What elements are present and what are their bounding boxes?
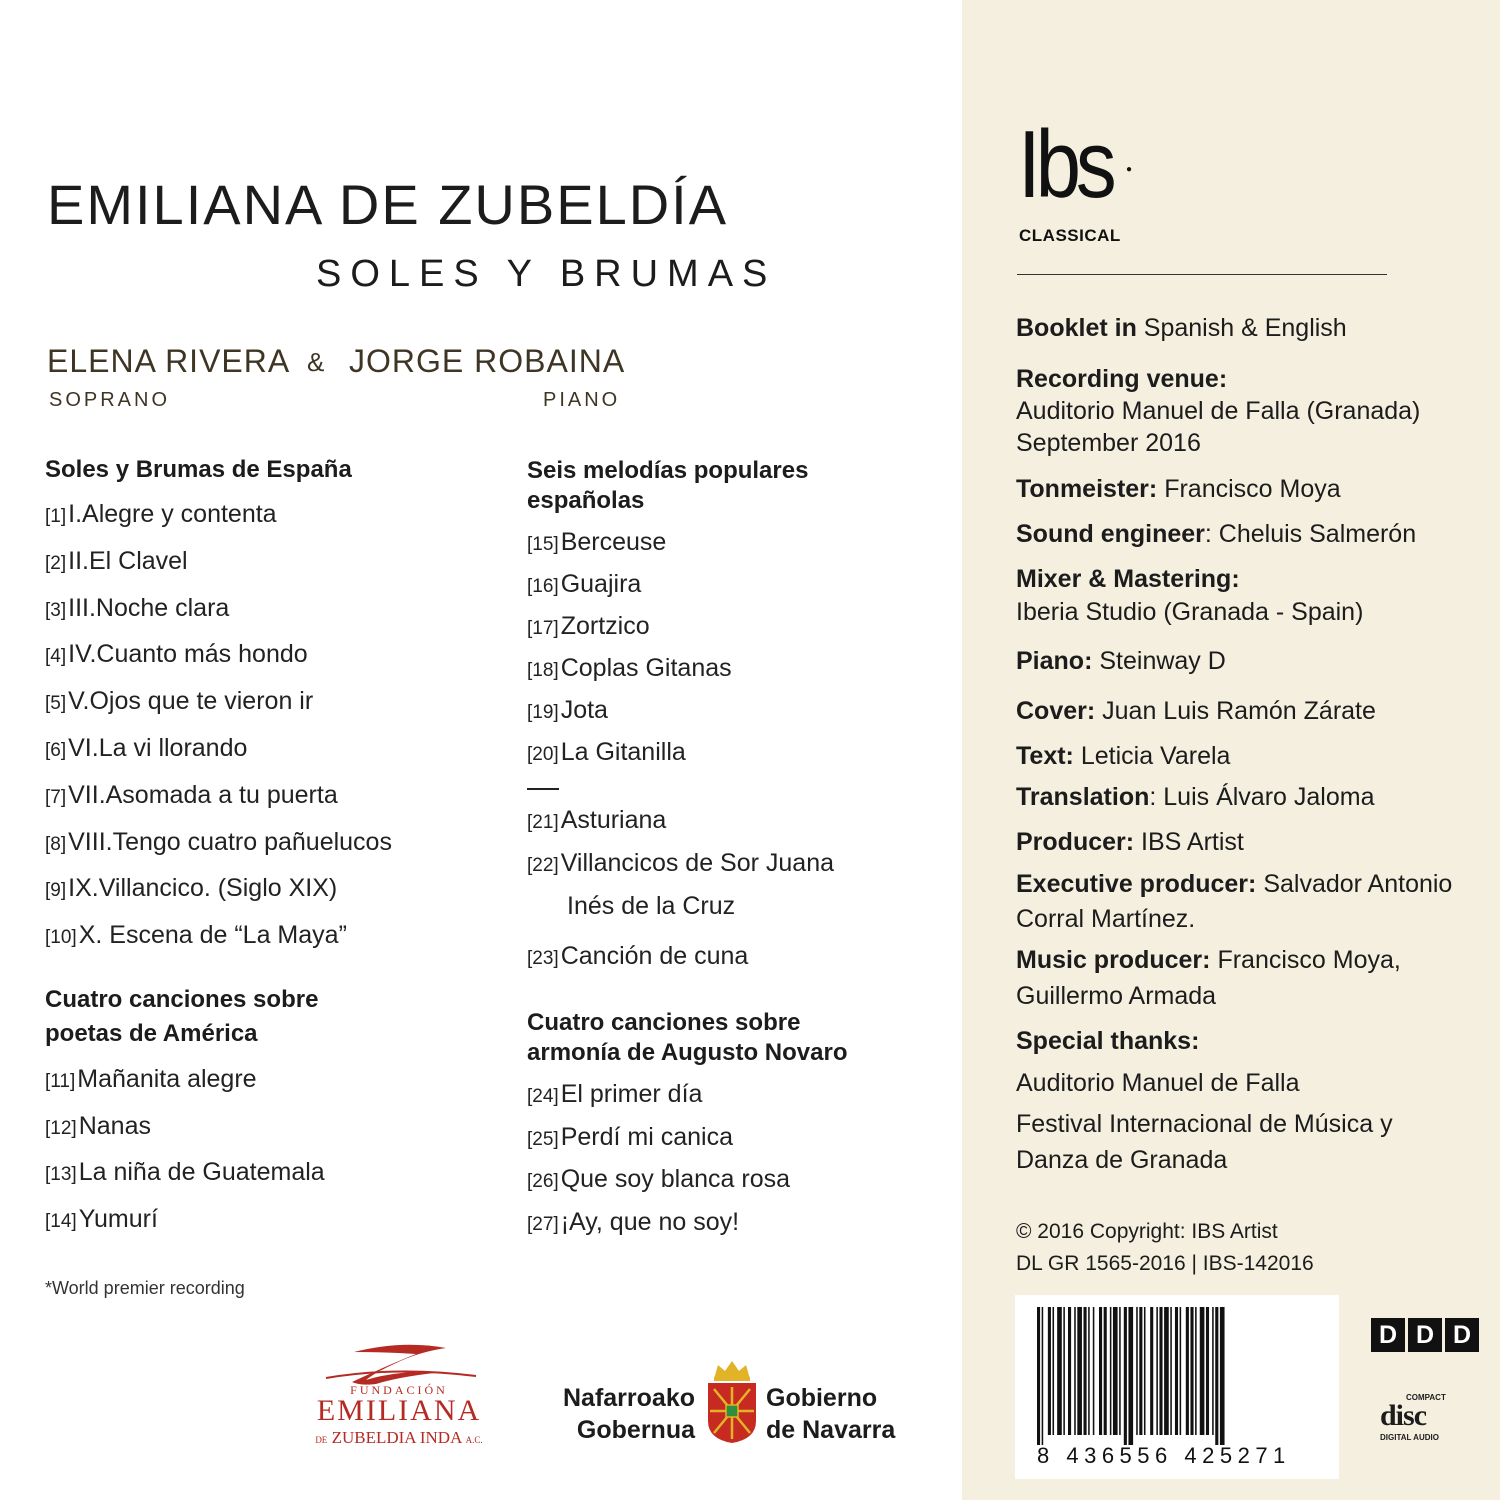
track-number: [20] [527, 744, 559, 765]
track-number: [14] [45, 1210, 77, 1232]
track-title: Canción de cuna [560, 942, 749, 970]
barcode-bar [1170, 1307, 1172, 1435]
track-title-continuation: Inés de la Cruz [567, 892, 736, 920]
track-item [45, 687, 392, 734]
barcode-digits: 8 436556 425271 [1037, 1443, 1291, 1468]
credit-thanks-label: Special thanks: [1016, 1027, 1200, 1055]
track-title: Yumurí [78, 1204, 158, 1233]
navarra-shield-icon [706, 1357, 758, 1443]
track-item [45, 1158, 325, 1205]
credit-sound-engineer: Sound engineer: Cheluis Salmerón [1016, 520, 1417, 548]
track-item [527, 1080, 790, 1123]
section-heading: Soles y Brumas de España [45, 456, 352, 483]
track-title: X. Escena de “La Maya” [78, 921, 347, 950]
track-number: [2] [45, 552, 67, 574]
barcode-bar [1053, 1307, 1055, 1435]
album-title: SOLES Y BRUMAS [316, 253, 777, 295]
barcode-bar [1144, 1307, 1146, 1435]
barcode [1015, 1295, 1339, 1479]
track-item [527, 528, 732, 570]
track-item [45, 594, 392, 641]
credit-venue-line: Auditorio Manuel de Falla (Granada) [1016, 397, 1421, 425]
barcode-bar [1206, 1307, 1209, 1435]
barcode-bar [1195, 1307, 1197, 1435]
credit-venue-date: September 2016 [1016, 429, 1201, 457]
section-heading-line: Seis melodías populares [527, 457, 809, 484]
credit-executive-producer-cont: Corral Martínez. [1016, 905, 1196, 933]
track-number: [12] [45, 1117, 77, 1139]
barcode-bar [1057, 1307, 1062, 1435]
tracklist-left-column [45, 455, 352, 485]
barcode-bar [1110, 1307, 1112, 1435]
section-heading-line: Cuatro canciones sobre [527, 1009, 801, 1036]
track-title: Zortzico [560, 612, 650, 640]
track-title: IX.Villancico. (Siglo XIX) [68, 874, 338, 903]
credit-tonmeister: Tonmeister: Francisco Moya [1016, 475, 1341, 503]
credit-thanks-line: Danza de Granada [1016, 1146, 1228, 1174]
ddd-letter: D [1371, 1318, 1405, 1352]
track-title: Asturiana [560, 806, 667, 834]
track-number: [9] [45, 880, 67, 902]
track-item [45, 921, 392, 968]
track-number: [27] [527, 1213, 559, 1235]
track-title: II.El Clavel [68, 546, 188, 575]
barcode-bar [1136, 1307, 1138, 1435]
track-number: [16] [527, 576, 559, 597]
divider-line [1017, 274, 1387, 275]
barcode-bar [1104, 1307, 1107, 1435]
section-heading-block [527, 1008, 847, 1068]
track-item [45, 500, 392, 547]
track-number: [7] [45, 786, 67, 808]
fundacion-logo [306, 1342, 492, 1447]
navarra-basque-name: Nafarroako Gobernua [563, 1384, 695, 1444]
track-number: [17] [527, 618, 559, 639]
track-list [45, 1065, 325, 1251]
barcode-bar [1037, 1307, 1040, 1445]
ibs-classical-label: CLASSICAL [1019, 226, 1121, 245]
divider-dash [527, 788, 559, 790]
track-title: IV.Cuanto más hondo [68, 640, 308, 669]
track-item [527, 1123, 790, 1166]
track-title: VIII.Tengo cuatro pañuelucos [68, 827, 392, 856]
track-title: V.Ojos que te vieron ir [68, 687, 314, 716]
credit-thanks-line: Festival Internacional de Música y [1016, 1110, 1393, 1138]
track-title: El primer día [560, 1080, 703, 1108]
track-title: III.Noche clara [68, 593, 230, 622]
cd-logo-bottom: DIGITAL AUDIO [1380, 1433, 1439, 1442]
catalog-number: DL GR 1565-2016 | IBS-142016 [1016, 1252, 1314, 1275]
track-number: [18] [527, 660, 559, 681]
track-number: [23] [527, 948, 559, 969]
barcode-bar [1068, 1307, 1071, 1435]
track-title: VII.Asomada a tu puerta [68, 780, 338, 809]
track-item [45, 640, 392, 687]
track-number: [15] [527, 534, 559, 555]
track-title: ¡Ay, que no soy! [560, 1207, 740, 1236]
track-list [527, 528, 732, 780]
ddd-letter: D [1408, 1318, 1442, 1352]
track-item [45, 828, 392, 875]
barcode-bar [1124, 1307, 1127, 1445]
track-title: Que soy blanca rosa [560, 1165, 790, 1193]
track-number: [6] [45, 739, 67, 761]
track-number: [8] [45, 833, 67, 855]
track-title: Villancicos de Sor Juana [560, 849, 835, 877]
barcode-bar [1119, 1307, 1121, 1435]
track-title: I.Alegre y contenta [68, 500, 277, 528]
credit-thanks-line: Auditorio Manuel de Falla [1016, 1069, 1300, 1097]
composer-name: EMILIANA DE ZUBELDÍA [47, 173, 729, 236]
fundacion-line3: DE ZUBELDIA INDA A.C. [315, 1428, 483, 1447]
credit-producer: Producer: IBS Artist [1016, 828, 1244, 856]
ibs-classical-logo [1018, 111, 1138, 247]
track-number: [13] [45, 1164, 77, 1185]
track-title: VI.La vi llorando [68, 733, 248, 762]
track-item [527, 696, 732, 738]
track-item [527, 1165, 790, 1208]
credit-venue-label: Recording venue: [1016, 365, 1228, 393]
track-number: [3] [45, 599, 67, 621]
section-heading-line: Cuatro canciones sobre [45, 986, 319, 1013]
barcode-bar [1156, 1307, 1158, 1435]
track-item [45, 781, 392, 828]
performer-piano: JORGE ROBAINA [349, 343, 626, 379]
credit-music-producer: Music producer: Francisco Moya, [1016, 946, 1401, 974]
ibs-wordmark: Ibs [1018, 111, 1112, 218]
barcode-bar [1084, 1307, 1087, 1435]
track-item [45, 874, 392, 921]
credit-executive-producer: Executive producer: Salvador Antonio [1016, 870, 1453, 898]
barcode-bar [1159, 1307, 1162, 1435]
ampersand: & [307, 347, 325, 377]
credit-booklet: Booklet in Spanish & English [1016, 314, 1347, 342]
track-title: Guajira [560, 570, 642, 598]
section-heading-line: armonía de Augusto Novaro [527, 1039, 848, 1066]
barcode-bar [1175, 1307, 1178, 1435]
role-soprano: SOPRANO [49, 389, 171, 411]
barcode-bar [1139, 1307, 1142, 1435]
barcode-bar [1212, 1307, 1214, 1435]
track-list [527, 1080, 790, 1250]
track-item [527, 1208, 790, 1251]
role-piano: PIANO [543, 389, 621, 411]
barcode-bar [1200, 1307, 1205, 1435]
barcode-bar [1128, 1307, 1133, 1445]
barcode-bar [1074, 1307, 1076, 1435]
credit-text: Text: Leticia Varela [1016, 742, 1231, 770]
barcode-bar [1077, 1307, 1082, 1435]
barcode-bar [1220, 1307, 1225, 1445]
barcode-bar [1042, 1307, 1044, 1445]
track-number: [22] [527, 855, 559, 876]
track-item [527, 942, 834, 985]
footnote: *World premier recording [45, 1278, 245, 1298]
track-item [45, 1112, 325, 1159]
barcode-bar [1164, 1307, 1169, 1435]
track-item [527, 570, 732, 612]
track-item [527, 654, 732, 696]
track-number: [11] [45, 1071, 76, 1092]
track-title: La Gitanilla [560, 738, 686, 766]
track-title: Nanas [78, 1111, 151, 1140]
track-item [45, 734, 392, 781]
track-number: [24] [527, 1086, 559, 1107]
track-item [45, 1065, 325, 1112]
track-number: [19] [527, 702, 559, 723]
credit-piano: Piano: Steinway D [1016, 647, 1226, 675]
section-heading-block [45, 985, 318, 1049]
track-number: [10] [45, 927, 77, 949]
navarra-spanish-name: Gobierno de Navarra [766, 1384, 896, 1444]
credit-translation: Translation: Luis Álvaro Jaloma [1016, 783, 1375, 811]
fundacion-swoosh-icon [306, 1342, 492, 1386]
track-list [527, 806, 834, 985]
barcode-bar [1088, 1307, 1090, 1435]
track-title: Perdí mi canica [560, 1122, 733, 1151]
cd-logo-word: disc [1380, 1399, 1427, 1432]
track-title: Jota [560, 696, 608, 724]
barcode-bar [1215, 1307, 1218, 1445]
track-item [45, 1205, 325, 1252]
ddd-letter: D [1445, 1318, 1479, 1352]
section-heading-block [527, 456, 808, 516]
track-title: La niña de Guatemala [78, 1158, 325, 1186]
track-item [527, 612, 732, 654]
barcode-bars-icon [1015, 1295, 1339, 1445]
section-heading-line: poetas de América [45, 1020, 258, 1047]
fundacion-line1: FUNDACIÓN [350, 1383, 448, 1397]
compact-disc-logo [1380, 1393, 1460, 1443]
credit-music-producer-cont: Guillermo Armada [1016, 982, 1217, 1010]
barcode-bar [1063, 1307, 1065, 1435]
barcode-bar [1150, 1307, 1153, 1435]
barcode-bar [1186, 1307, 1189, 1435]
ddd-badge [1371, 1318, 1479, 1352]
track-number: [1] [45, 506, 67, 527]
section-heading-line: españolas [527, 487, 645, 514]
track-item [527, 738, 732, 780]
barcode-bar [1099, 1307, 1102, 1435]
track-item [45, 547, 392, 594]
credit-mixer-value: Iberia Studio (Granada - Spain) [1016, 598, 1364, 626]
fundacion-line2: EMILIANA [316, 1394, 482, 1427]
barcode-bar [1093, 1307, 1095, 1435]
track-list [45, 500, 392, 968]
registered-mark-icon: ● [1126, 164, 1133, 175]
track-title: Berceuse [560, 528, 667, 556]
barcode-bar [1180, 1307, 1182, 1435]
credit-mixer-label: Mixer & Mastering: [1016, 565, 1240, 593]
track-number: [21] [527, 812, 559, 833]
barcode-bar [1113, 1307, 1118, 1435]
track-number: [26] [527, 1171, 559, 1192]
cd-logo-top: COMPACT [1406, 1393, 1446, 1402]
copyright: © 2016 Copyright: IBS Artist [1016, 1220, 1278, 1243]
barcode-bar [1190, 1307, 1193, 1435]
barcode-bar [1048, 1307, 1051, 1435]
track-number: [4] [45, 646, 67, 668]
performer-soprano: ELENA RIVERA [47, 343, 291, 379]
credit-cover: Cover: Juan Luis Ramón Zárate [1016, 697, 1376, 725]
track-title: Coplas Gitanas [560, 654, 732, 682]
track-item [527, 806, 834, 849]
track-number: [5] [45, 693, 67, 715]
track-item [527, 849, 834, 892]
track-number: [25] [527, 1128, 559, 1150]
track-title: Mañanita alegre [77, 1065, 257, 1093]
